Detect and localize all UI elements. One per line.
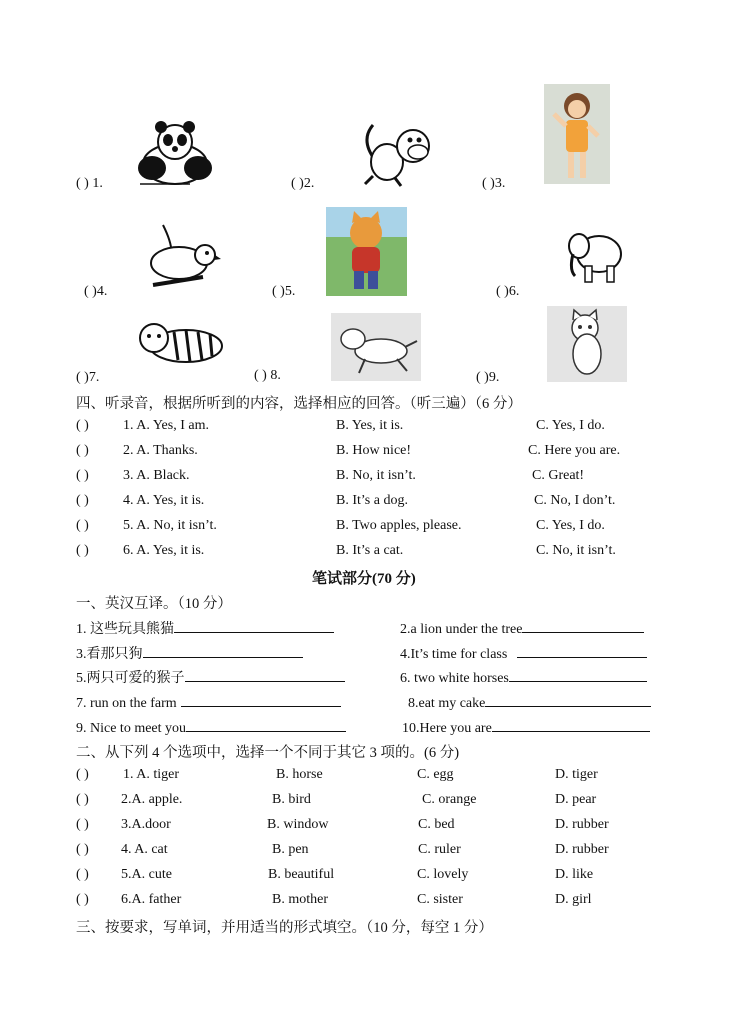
p1-item-4-right-text: 4.It’s time for class <box>400 647 508 662</box>
bird-picture <box>143 215 223 295</box>
p1-blank-3[interactable] <box>143 643 303 658</box>
p1-item-6-right <box>400 667 647 687</box>
p1-blank-1[interactable] <box>174 618 334 633</box>
s4-option-b-4: B. It’s a dog. <box>336 493 408 508</box>
p2-option-a-2: 2.A. apple. <box>121 792 183 807</box>
p2-option-d-5: D. like <box>555 867 594 882</box>
s4-option-c-4: C. No, I don’t. <box>534 493 616 508</box>
written-part-title: 笔试部分(70 分) <box>312 571 416 587</box>
p2-option-c-6: C. sister <box>417 892 463 907</box>
s4-option-a-6: 6. A. Yes, it is. <box>123 543 205 558</box>
p1-item-6-right-text: 6. two white horses <box>400 671 509 686</box>
girl-picture <box>544 84 610 184</box>
picture-label-9: ( )9. <box>476 370 500 385</box>
s4-paren-6[interactable]: ( ) <box>76 543 89 558</box>
part2-heading: 二、从下列 4 个选项中，选择一个不同于其它 3 项的。(6 分) <box>76 745 460 761</box>
picture-label-8: ( ) 8. <box>254 368 281 383</box>
s4-option-a-4: 4. A. Yes, it is. <box>123 493 205 508</box>
p2-option-a-1: 1. A. tiger <box>123 767 179 782</box>
dog-picture <box>331 313 421 381</box>
p1-blank-2[interactable] <box>522 618 644 633</box>
p2-paren-4[interactable]: ( ) <box>76 842 89 857</box>
p2-option-b-3: B. window <box>267 817 329 832</box>
p1-item-10-right <box>402 717 650 737</box>
p2-option-c-4: C. ruler <box>418 842 461 857</box>
s4-option-c-6: C. No, it isn’t. <box>536 543 616 558</box>
p1-item-3-left-text: 3.看那只狗 <box>76 647 143 662</box>
p1-blank-8[interactable] <box>485 692 651 707</box>
picture-label-4: ( )4. <box>84 284 108 299</box>
p2-paren-5[interactable]: ( ) <box>76 867 89 882</box>
p1-item-1-left <box>76 618 334 638</box>
s4-option-a-1: 1. A. Yes, I am. <box>123 418 209 433</box>
panda-picture <box>130 118 220 190</box>
elephant-picture <box>563 226 625 286</box>
s4-option-b-1: B. Yes, it is. <box>336 418 404 433</box>
p2-option-d-4: D. rubber <box>555 842 609 857</box>
s4-paren-5[interactable]: ( ) <box>76 518 89 533</box>
picture-label-2: ( )2. <box>291 176 315 191</box>
tiger-picture <box>130 312 226 368</box>
cat-picture <box>547 306 627 382</box>
cat-cartoon-picture <box>326 207 407 296</box>
p1-item-2-right <box>400 618 644 638</box>
p1-blank-5[interactable] <box>185 667 345 682</box>
part3-heading: 三、按要求，写单词，并用适当的形式填空。（10 分，每空 1 分） <box>76 920 493 936</box>
p2-option-b-5: B. beautiful <box>268 867 335 882</box>
p2-option-d-2: D. pear <box>555 792 597 807</box>
p2-option-c-2: C. orange <box>422 792 477 807</box>
p2-option-b-6: B. mother <box>272 892 328 907</box>
p2-option-b-2: B. bird <box>272 792 311 807</box>
s4-option-c-2: C. Here you are. <box>528 443 621 458</box>
p1-blank-10[interactable] <box>492 717 650 732</box>
s4-option-b-2: B. How nice! <box>336 443 412 458</box>
p1-item-9-left <box>76 717 346 737</box>
picture-label-5: ( )5. <box>272 284 296 299</box>
p2-paren-1[interactable]: ( ) <box>76 767 89 782</box>
p2-option-c-1: C. egg <box>417 767 454 782</box>
p1-item-5-left-text: 5.两只可爱的猴子 <box>76 671 185 686</box>
s4-paren-3[interactable]: ( ) <box>76 468 89 483</box>
section4-heading: 四、听录音，根据所听到的内容，选择相应的回答。（听三遍）（6 分） <box>76 396 522 412</box>
p1-item-5-left <box>76 667 345 687</box>
p1-item-7-left <box>76 692 341 712</box>
p2-option-d-3: D. rubber <box>555 817 609 832</box>
p2-option-b-4: B. pen <box>272 842 309 857</box>
picture-label-6: ( )6. <box>496 284 520 299</box>
picture-label-1: ( ) 1. <box>76 176 103 191</box>
s4-option-b-6: B. It’s a cat. <box>336 543 404 558</box>
s4-option-a-2: 2. A. Thanks. <box>123 443 198 458</box>
p1-item-8-right-text: 8.eat my cake <box>408 696 486 711</box>
s4-paren-4[interactable]: ( ) <box>76 493 89 508</box>
p2-option-a-3: 3.A.door <box>121 817 171 832</box>
p1-item-4-right <box>400 643 647 663</box>
p2-option-a-4: 4. A. cat <box>121 842 168 857</box>
s4-option-c-3: C. Great! <box>532 468 585 483</box>
p1-item-8-right <box>408 692 651 712</box>
s4-option-c-1: C. Yes, I do. <box>536 418 605 433</box>
p1-blank-4[interactable] <box>517 643 647 658</box>
s4-option-a-5: 5. A. No, it isn’t. <box>123 518 217 533</box>
p2-option-d-1: D. tiger <box>555 767 598 782</box>
p1-item-10-right-text: 10.Here you are <box>402 721 492 736</box>
p2-option-a-5: 5.A. cute <box>121 867 172 882</box>
p1-item-3-left <box>76 643 303 663</box>
s4-option-c-5: C. Yes, I do. <box>536 518 605 533</box>
p1-item-9-left-text: 9. Nice to meet you <box>76 721 187 736</box>
p2-option-c-5: C. lovely <box>417 867 469 882</box>
s4-option-b-5: B. Two apples, please. <box>336 518 462 533</box>
s4-option-b-3: B. No, it isn’t. <box>336 468 416 483</box>
p2-option-a-6: 6.A. father <box>121 892 182 907</box>
s4-paren-2[interactable]: ( ) <box>76 443 89 458</box>
p2-option-c-3: C. bed <box>418 817 455 832</box>
p1-blank-6[interactable] <box>509 667 647 682</box>
p1-blank-7[interactable] <box>181 692 341 707</box>
p1-item-2-right-text: 2.a lion under the tree <box>400 622 523 637</box>
part1-heading: 一、英汉互译。（10 分） <box>76 596 232 612</box>
p2-paren-3[interactable]: ( ) <box>76 817 89 832</box>
p1-blank-9[interactable] <box>186 717 346 732</box>
monkey-picture <box>355 120 437 190</box>
p2-paren-2[interactable]: ( ) <box>76 792 89 807</box>
p2-option-b-1: B. horse <box>276 767 323 782</box>
picture-label-3: ( )3. <box>482 176 506 191</box>
s4-option-a-3: 3. A. Black. <box>123 468 190 483</box>
p1-item-7-left-text: 7. run on the farm <box>76 696 177 711</box>
p2-option-d-6: D. girl <box>555 892 592 907</box>
p2-paren-6[interactable]: ( ) <box>76 892 89 907</box>
p1-item-1-left-text: 1. 这些玩具熊猫 <box>76 622 174 637</box>
picture-label-7: ( )7. <box>76 370 100 385</box>
s4-paren-1[interactable]: ( ) <box>76 418 89 433</box>
